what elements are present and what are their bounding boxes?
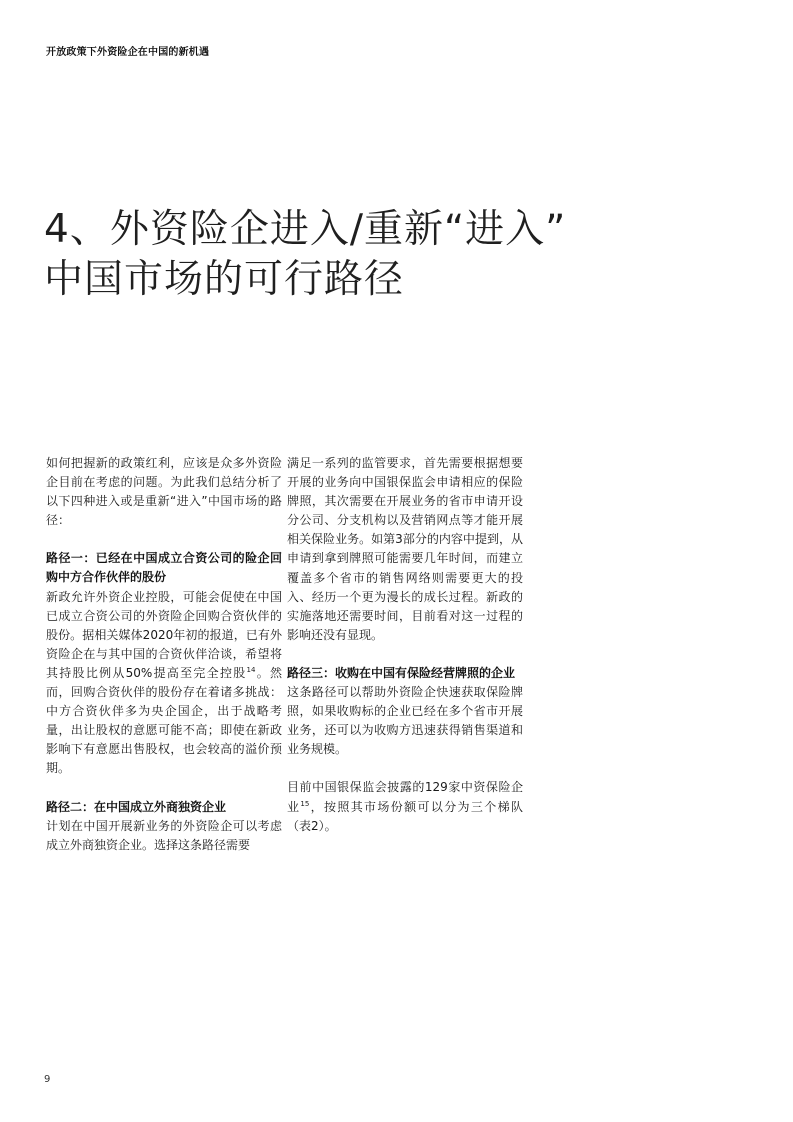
closing-body-a: 目前中国银保监会披露的129家中资保险企业 (287, 780, 523, 814)
path1-body-a: 新政允许外资企业控股，可能会促使在中国已成立合资公司的外资险企回购合资伙伴的股份。据相关媒体2020年初的报道，已有外资险企在与其中国的合资伙伴洽谈，希望将其持股比例从50%提高至完全控股 (46, 589, 282, 680)
chapter-title (44, 205, 664, 305)
closing-paragraph (287, 778, 523, 835)
running-header: 开放政策下外资险企在中国的新机遇 (46, 47, 210, 58)
path3-paragraph: 这条路径可以帮助外资险企快速获取保险牌照，如果收购标的企业已经在多个省市开展业务，还可以为收购方迅速获得销售渠道和业务规模。 (287, 685, 523, 757)
paragraph-gap (46, 779, 282, 798)
chapter-title-line1: 4、外资险企进入/重新“进入” (44, 207, 567, 252)
closing-body-b: ，按照其市场份额可以分为三个梯队（表2）。 (287, 799, 523, 833)
right-column (287, 454, 523, 836)
path1-body-b: 。然而，回购合资伙伴的股份存在着诸多挑战：中方合资伙伴多为央企国企，出于战略考量，出让股权的意愿可能不高；即使在新政影响下有意愿出售股权，也会较高的溢价预期。 (46, 665, 282, 776)
paragraph-gap (287, 759, 523, 778)
page-number: 9 (44, 1074, 51, 1085)
chapter-title-line2: 中国市场的可行路径 (44, 257, 405, 302)
paragraph-gap (287, 645, 523, 664)
intro-paragraph: 如何把握新的政策红利，应该是众多外资险企目前在考虑的问题。为此我们总结分析了以下四种进入或是重新“进入”中国市场的路径： (46, 456, 282, 528)
footnote-ref-15: 15 (300, 799, 310, 808)
paragraph-gap (46, 530, 282, 549)
left-column (46, 454, 282, 855)
path1-heading: 路径一：已经在中国成立合资公司的险企回购中方合作伙伴的股份 (46, 551, 282, 585)
footnote-ref-14: 14 (246, 665, 256, 674)
path2-continuation-paragraph: 满足一系列的监管要求，首先需要根据想要开展的业务向中国银保监会申请相应的保险牌照，其次需要在开展业务的省市申请开设分公司、分支机构以及营销网点等才能开展相关保险业务。如第3部分的内容中提到，从申请到拿到牌照可能需要几年时间，而建立覆盖多个省市的销售网络则需要更大的投入、经历一个更为漫长的成长过程。新政的实施落地还需要时间，目前看对这一过程的影响还没有显现。 (287, 456, 523, 642)
path2-paragraph: 计划在中国开展新业务的外资险企可以考虑成立外商独资企业。选择这条路径需要 (46, 818, 282, 852)
path1-paragraph (46, 588, 282, 779)
path3-heading: 路径三：收购在中国有保险经营牌照的企业 (287, 665, 516, 680)
path2-heading: 路径二：在中国成立外商独资企业 (46, 799, 227, 814)
